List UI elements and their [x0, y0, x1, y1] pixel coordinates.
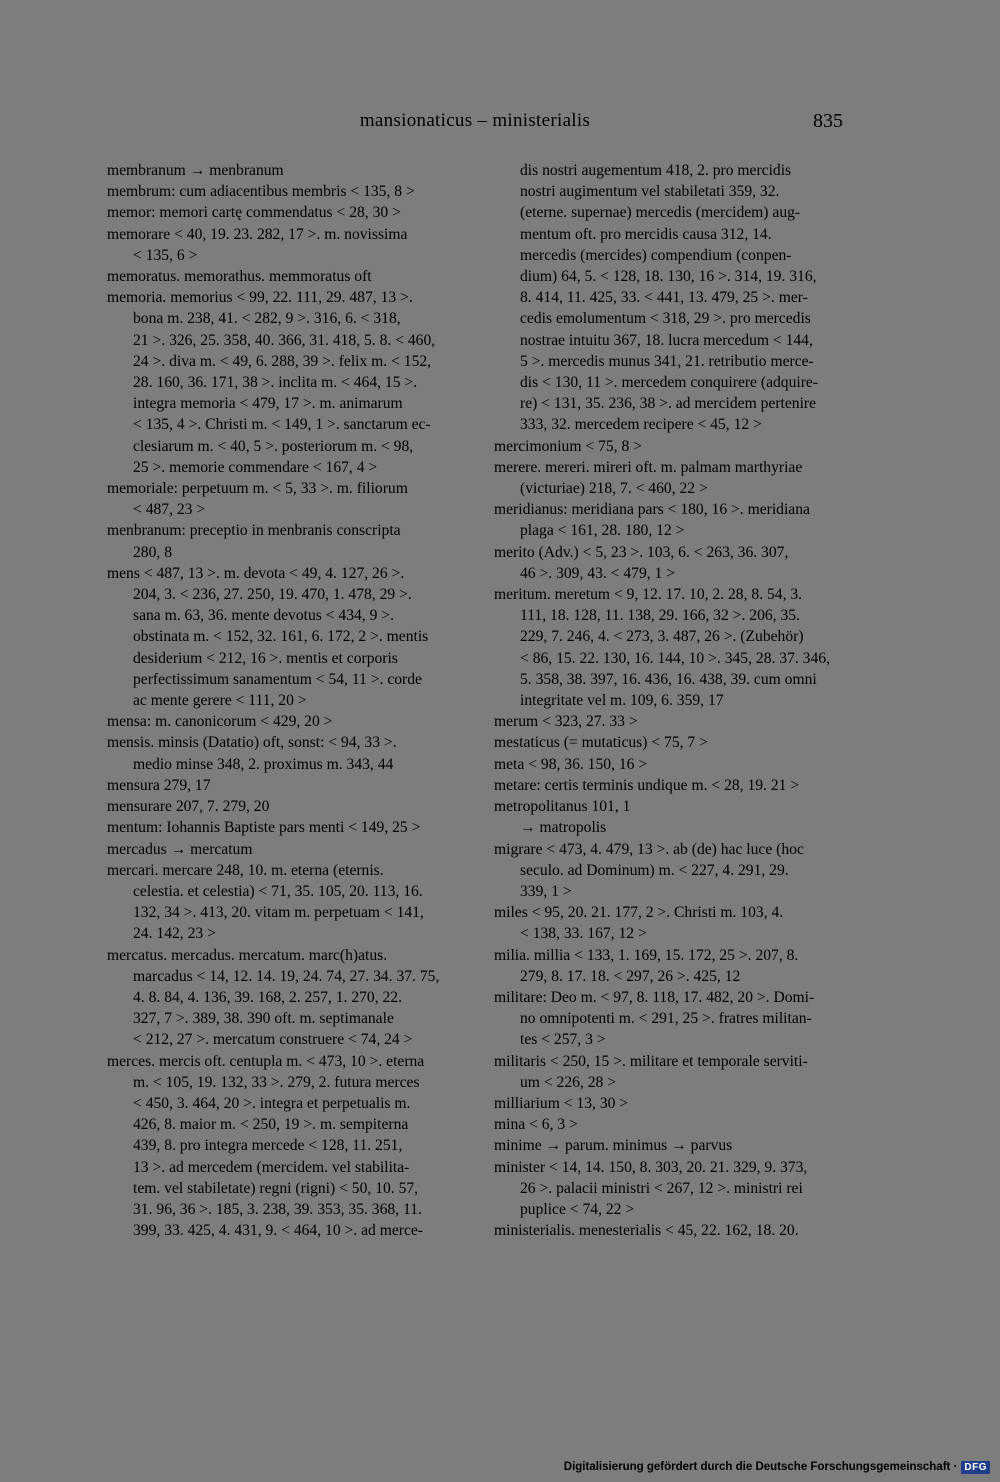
entry-line: sana m. 63, 36. mente devotus < 434, 9 >.	[133, 607, 394, 625]
entry-line: obstinata m. < 152, 32. 161, 6. 172, 2 >. mentis	[133, 628, 429, 646]
entry-line: seculo. ad Dominum) m. < 227, 4. 291, 29.	[520, 861, 789, 879]
milia-entry	[494, 945, 846, 987]
militare-entry	[494, 987, 846, 1051]
entry-line: marcadus < 14, 12. 14. 19, 24. 74, 27. 34. 37. 75,	[133, 967, 440, 985]
mentum-entry	[107, 817, 459, 838]
merito-entry	[494, 542, 846, 584]
entry-line: integritate vel m. 109, 6. 359, 17	[520, 692, 724, 710]
entry-line: migrare < 473, 4. 479, 13 >. ab (de) hac luce (hoc	[494, 840, 804, 858]
entry-line: dium) 64, 5. < 128, 18. 130, 16 >. 314, 19. 316,	[520, 268, 817, 286]
mensura-entry	[107, 775, 459, 796]
entry-line: merces. mercis oft. centupla m. < 473, 10 >. eterna	[107, 1052, 425, 1070]
entry-line: < 212, 27 >. mercatum construere < 74, 24 >	[133, 1031, 413, 1049]
entry-line: bona m. 238, 41. < 282, 9 >. 316, 6. < 318,	[133, 310, 401, 328]
entry-line: 439, 8. pro integra mercede < 128, 11. 251,	[133, 1137, 403, 1155]
entry-line: (eterne. supernae) mercedis (mercidem) aug-	[520, 204, 801, 222]
entry-line: cedis emolumentum < 318, 29 >. pro mercedis	[520, 310, 811, 328]
entry-line: 5. 358, 38. 397, 16. 436, 16. 438, 39. cum omni	[520, 670, 817, 688]
membrum-entry	[107, 181, 459, 202]
entry-line: < 135, 6 >	[133, 246, 198, 264]
entry-line: (victuriae) 218, 7. < 460, 22 >	[520, 480, 708, 498]
entry-line: 426, 8. maior m. < 250, 19 >. m. sempiterna	[133, 1116, 409, 1134]
entry-line: mercedis (mercides) compendium (conpen-	[520, 246, 792, 264]
memor-entry	[107, 202, 459, 223]
mensa-entry	[107, 711, 459, 732]
entry-line: mercari. mercare 248, 10. m. eterna (eternis.	[107, 861, 384, 879]
entry-line: 24 >. diva m. < 49, 6. 288, 39 >. felix m. < 152,	[133, 352, 432, 370]
entry-line: militaris < 250, 15 >. militare et temporale serviti-	[494, 1052, 808, 1070]
entry-line: miles < 95, 20. 21. 177, 2 >. Christi m. 103, 4.	[494, 904, 784, 922]
entry-line: < 450, 3. 464, 20 >. integra et perpetualis m.	[133, 1094, 411, 1112]
meridianus-entry	[494, 499, 846, 541]
entry-line: membranum → menbranum	[107, 162, 284, 179]
entry-line: mensis. minsis (Datatio) oft, sonst: < 94, 33 >.	[107, 734, 397, 752]
entry-line: clesiarum m. < 40, 5 >. posteriorum m. < 98,	[133, 437, 414, 455]
memoria-entry	[107, 287, 459, 478]
miles-entry	[494, 902, 846, 944]
meta-entry	[494, 754, 846, 775]
entry-line: milia. millia < 133, 1. 169, 15. 172, 25 >. 207, 8.	[494, 946, 799, 964]
entry-line: milliarium < 13, 30 >	[494, 1094, 629, 1112]
entry-line: 339, 1 >	[520, 882, 572, 900]
page-number: 835	[813, 110, 843, 132]
entry-line: meridianus: meridiana pars < 180, 16 >. meridiana	[494, 501, 810, 519]
migrare-entry	[494, 839, 846, 903]
entry-line: < 138, 33. 167, 12 >	[520, 925, 647, 943]
ministerialis-entry	[494, 1220, 846, 1241]
entry-line: memoria. memorius < 99, 22. 111, 29. 487, 13 >.	[107, 289, 413, 307]
mercadus-entry	[107, 839, 459, 860]
entry-line: 13 >. ad mercedem (mercidem. vel stabilita-	[133, 1158, 410, 1176]
mina-entry	[494, 1114, 846, 1135]
entry-line: mensura 279, 17	[107, 776, 211, 794]
entry-line: plaga < 161, 28. 180, 12 >	[520, 522, 685, 540]
entry-line: mensurare 207, 7. 279, 20	[107, 798, 270, 816]
memorare-entry	[107, 224, 459, 266]
entry-line: mercimonium < 75, 8 >	[494, 437, 642, 455]
merere-entry	[494, 457, 846, 499]
merces-cont-entry	[494, 160, 846, 436]
entry-line: 204, 3. < 236, 27. 250, 19. 470, 1. 478, 29 >.	[133, 586, 412, 604]
entry-line: merito (Adv.) < 5, 23 >. 103, 6. < 263, 36. 307,	[494, 543, 789, 561]
entry-line: ac mente gerere < 111, 20 >	[133, 692, 307, 710]
entry-line: memoriale: perpetuum m. < 5, 33 >. m. filiorum	[107, 480, 408, 498]
entry-line: memoratus. memorathus. memmoratus oft	[107, 268, 372, 286]
mensis-entry	[107, 732, 459, 774]
entry-line: 333, 32. mercedem recipere < 45, 12 >	[520, 416, 762, 434]
entry-line: mens < 487, 13 >. m. devota < 49, 4. 127, 26 >.	[107, 564, 405, 582]
entry-line: < 487, 23 >	[133, 501, 206, 519]
entry-line: 26 >. palacii ministri < 267, 12 >. ministri rei	[520, 1179, 803, 1197]
entry-line: meritum. meretum < 9, 12. 17. 10, 2. 28, 8. 54, 3.	[494, 586, 803, 604]
entry-line: 279, 8. 17. 18. < 297, 26 >. 425, 12	[520, 967, 741, 985]
dfg-credit	[564, 1458, 990, 1476]
mensurare-entry	[107, 796, 459, 817]
entry-line: nostrae intuitu 367, 18. lucra mercedum < 144,	[520, 331, 813, 349]
entry-line: < 135, 4 >. Christi m. < 149, 1 >. sanctarum ec-	[133, 416, 431, 434]
entry-line: 132, 34 >. 413, 20. vitam m. perpetuam < 141,	[133, 904, 424, 922]
entry-line: dis < 130, 11 >. mercedem conquirere (adquire-	[520, 374, 819, 392]
entry-line: mensa: m. canonicorum < 429, 20 >	[107, 713, 333, 731]
entry-line: merere. mereri. mireri oft. m. palmam marthyriae	[494, 458, 803, 476]
entry-line: 229, 7. 246, 4. < 273, 3. 487, 26 >. (Zubehör)	[520, 628, 804, 646]
entry-line: 399, 33. 425, 4. 431, 9. < 464, 10 >. ad merce-	[133, 1222, 423, 1240]
entry-line: 31. 96, 36 >. 185, 3. 238, 39. 353, 35. 368, 11.	[133, 1200, 422, 1218]
entry-line: perfectissimum sanamentum < 54, 11 >. corde	[133, 670, 422, 688]
menbranum-entry	[107, 520, 459, 562]
memoriale-entry	[107, 478, 459, 520]
mercatus-entry	[107, 945, 459, 1051]
entry-line: mina < 6, 3 >	[494, 1116, 578, 1134]
entry-line: 28. 160, 36. 171, 38 >. inclita m. < 464, 15 >.	[133, 374, 418, 392]
entry-line: metare: certis terminis undique m. < 28, 19. 21 >	[494, 776, 800, 794]
entry-line: militare: Deo m. < 97, 8. 118, 17. 482, 20 >. Domi-	[494, 988, 815, 1006]
entry-line: um < 226, 28 >	[520, 1073, 616, 1091]
entry-line: 327, 7 >. 389, 38. 390 oft. m. septimanale	[133, 1010, 394, 1028]
entry-line: memorare < 40, 19. 23. 282, 17 >. m. novissima	[107, 225, 408, 243]
entry-line: mercadus → mercatum	[107, 840, 253, 858]
entry-line: integra memoria < 479, 17 >. m. animarum	[133, 395, 403, 413]
entry-line: merum < 323, 27. 33 >	[494, 713, 638, 731]
entry-line: → matropolis	[520, 819, 607, 837]
entry-line: 8. 414, 11. 425, 33. < 441, 13. 479, 25 >. mer-	[520, 289, 808, 307]
entry-line: tes < 257, 3 >	[520, 1031, 606, 1049]
entry-line: nostri augimentum vel stabiletati 359, 32.	[520, 183, 780, 201]
entry-line: 280, 8	[133, 543, 172, 561]
metare-entry	[494, 775, 846, 796]
entry-line: no omnipotenti m. < 291, 25 >. fratres militan-	[520, 1010, 812, 1028]
entry-line: celestia. et celestia) < 71, 35. 105, 20. 113, 16.	[133, 882, 423, 900]
dfg-logo: DFG	[961, 1461, 990, 1474]
entry-line: metropolitanus 101, 1	[494, 798, 631, 816]
entry-line: 21 >. 326, 25. 358, 40. 366, 31. 418, 5. 8. < 460,	[133, 331, 436, 349]
entry-line: ministerialis. menesterialis < 45, 22. 162, 18. 20.	[494, 1222, 799, 1240]
entry-line: mentum: Iohannis Baptiste pars menti < 149, 25 >	[107, 819, 421, 837]
meritum-entry	[494, 584, 846, 711]
entry-line: minister < 14, 14. 150, 8. 303, 20. 21. 329, 9. 373,	[494, 1158, 808, 1176]
entry-line: 4. 8. 84, 4. 136, 39. 168, 2. 257, 1. 270, 22.	[133, 988, 402, 1006]
credit-text: Digitalisierung gefördert durch die Deutsche Forschungsgemeinschaft ·	[563, 1461, 958, 1473]
entry-line: medio minse 348, 2. proximus m. 343, 44	[133, 755, 394, 773]
entry-line: membrum: cum adiacentibus membris < 135, 8 >	[107, 183, 415, 201]
militaris-entry	[494, 1051, 846, 1093]
mercari-entry	[107, 860, 459, 945]
left-column	[107, 160, 459, 1241]
merces-entry	[107, 1051, 459, 1242]
entry-line: mestaticus (= mutaticus) < 75, 7 >	[494, 734, 708, 752]
entry-line: tem. vel stabiletate) regni (rigni) < 50, 10. 57,	[133, 1179, 419, 1197]
mercimonium-entry	[494, 436, 846, 457]
entry-line: 5 >. mercedis munus 341, 21. retributio merce-	[520, 352, 814, 370]
milliarium-entry	[494, 1093, 846, 1114]
membranum-entry	[107, 160, 459, 181]
entry-line: desiderium < 212, 16 >. mentis et corporis	[133, 649, 398, 667]
minime-entry	[494, 1135, 846, 1156]
entry-line: 24. 142, 23 >	[133, 925, 216, 943]
entry-line: 25 >. memorie commendare < 167, 4 >	[133, 458, 378, 476]
entry-line: menbranum: preceptio in menbranis conscripta	[107, 522, 401, 540]
entry-line: mercatus. mercadus. mercatum. marc(h)atus.	[107, 946, 388, 964]
entry-line: m. < 105, 19. 132, 33 >. 279, 2. futura merces	[133, 1073, 420, 1091]
mens-entry	[107, 563, 459, 711]
merum-entry	[494, 711, 846, 732]
entry-line: re) < 131, 35. 236, 38 >. ad mercidem pertenire	[520, 395, 817, 413]
page-header	[107, 110, 843, 140]
entry-line: minime → parum. minimus → parvus	[494, 1137, 733, 1155]
right-column	[494, 160, 846, 1241]
minister-entry	[494, 1157, 846, 1221]
entry-line: 46 >. 309, 43. < 479, 1 >	[520, 564, 676, 582]
running-title: mansionaticus – ministerialis	[359, 110, 591, 131]
entry-line: meta < 98, 36. 150, 16 >	[494, 755, 648, 773]
entry-line: dis nostri augementum 418, 2. pro mercidis	[520, 162, 792, 179]
entry-line: < 86, 15. 22. 130, 16. 144, 10 >. 345, 28. 37. 346,	[520, 649, 830, 667]
entry-line: memor: memori cartę commendatus < 28, 30 >	[107, 204, 401, 222]
metropolitanus-entry	[494, 796, 846, 838]
mestaticus-entry	[494, 732, 846, 753]
memoratus-entry	[107, 266, 459, 287]
entry-line: mentum oft. pro mercidis causa 312, 14.	[520, 225, 772, 243]
entry-line: puplice < 74, 22 >	[520, 1200, 635, 1218]
entry-line: 111, 18. 128, 11. 138, 29. 166, 32 >. 206, 35.	[520, 607, 800, 625]
